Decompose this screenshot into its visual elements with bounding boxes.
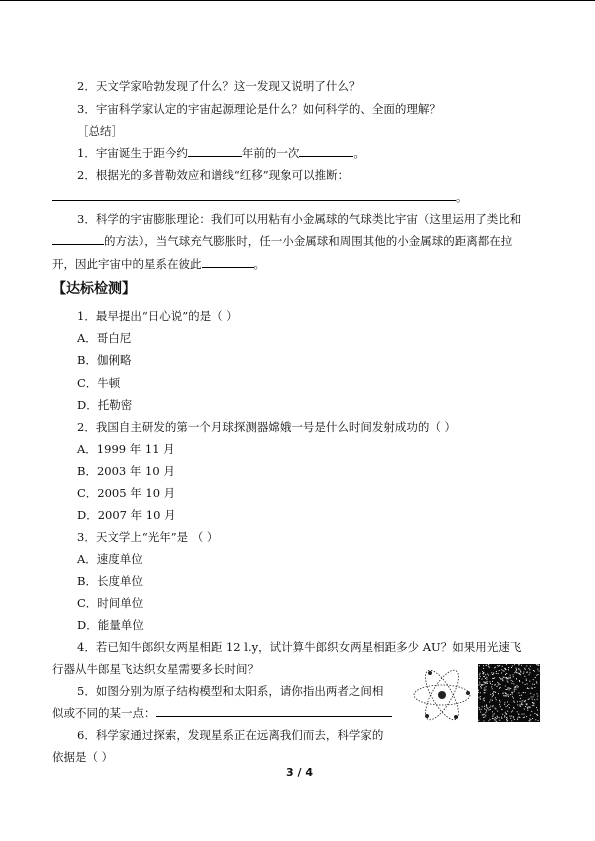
answer-blank[interactable] [188, 145, 242, 157]
summary-3-line-2-text: 的方法），当气球充气膨胀时，任一小金属球和周围其他的小金属球的距离都在拉 [104, 234, 513, 248]
summary-2-end: 。 [456, 190, 468, 204]
question-3-option-d[interactable]: D．能量单位 [77, 618, 144, 632]
summary-label: ［总结］ [77, 124, 123, 138]
question-3-stem: 3．天文学上“光年”是 （ ） [77, 530, 219, 544]
solar-system-noise [478, 664, 540, 722]
summary-1-text-a: 1．宇宙诞生于距今约 [77, 146, 188, 160]
section-title: 【达标检测】 [52, 281, 136, 297]
answer-blank[interactable] [202, 256, 254, 268]
answer-blank[interactable] [52, 233, 104, 245]
question-1-option-a[interactable]: A．哥白尼 [77, 331, 132, 345]
question-1-option-b[interactable]: B．伽俐略 [77, 353, 132, 367]
question-2-option-a[interactable]: A．1999 年 11 月 [77, 442, 175, 456]
answer-blank[interactable] [52, 189, 456, 201]
question-5-line-2-text: 似或不同的某一点： [52, 706, 156, 720]
question-6-line-1: 6．科学家通过探索，发现星系正在远离我们而去，科学家的 [77, 728, 384, 742]
question-4-line-2: 行器从牛郎星飞达织女星需要多长时间？ [52, 662, 259, 676]
question-1-option-c[interactable]: C．牛顿 [77, 376, 121, 390]
answer-blank[interactable] [156, 705, 392, 717]
intro-question-2: 2．天文学家哈勃发现了什么？这一发现又说明了什么？ [77, 79, 361, 93]
summary-3-line-3-text-a: 开，因此宇宙中的星系在彼此 [52, 257, 202, 271]
question-4-line-1: 4．若已知牛郎织女两星相距 12 l.y，试计算牛郎织女两星相距多少 AU？如果用光速飞 [77, 640, 522, 654]
question-2-option-d[interactable]: D．2007 年 10 月 [77, 508, 176, 522]
summary-1-text-b: 年前的一次 [241, 146, 300, 160]
question-6-line-2: 依据是（ ） [52, 750, 114, 764]
question-1-option-d[interactable]: D．托勒密 [77, 398, 133, 412]
summary-item-3-line-2 [52, 233, 512, 249]
summary-item-1 [77, 145, 365, 161]
page-number: 3 / 4 [286, 766, 313, 779]
question-1-stem: 1．最早提出“日心说”的是（ ） [77, 309, 238, 323]
summary-item-3-line-3 [52, 256, 265, 272]
summary-1-text-c: 。 [353, 146, 365, 160]
question-3-option-b[interactable]: B．长度单位 [77, 574, 143, 588]
question-2-option-c[interactable]: C．2005 年 10 月 [77, 486, 176, 500]
question-2-option-b[interactable]: B．2003 年 10 月 [77, 464, 175, 478]
summary-item-3-line-1: 3．科学的宇宙膨胀理论：我们可以用粘有小金属球的气球类比宇宙（这里运用了类比和 [77, 212, 522, 226]
summary-item-2-answer [52, 189, 468, 205]
question-3-option-a[interactable]: A．速度单位 [77, 552, 143, 566]
question-5-line-2 [52, 705, 392, 721]
question-5-line-1: 5．如图分别为原子结构模型和太阳系，请你指出两者之间相 [77, 684, 384, 698]
intro-question-3: 3．宇宙科学家认定的宇宙起源理论是什么？如何科学的、全面的理解？ [77, 102, 441, 116]
summary-3-line-3-text-b: 。 [253, 257, 265, 271]
answer-blank[interactable] [299, 145, 353, 157]
question-3-option-c[interactable]: C．时间单位 [77, 596, 144, 610]
summary-item-2: 2．根据光的多普勒效应和谱线“红移”现象可以推断： [77, 168, 350, 182]
atom-model-icon [410, 664, 474, 726]
solar-system-icon [478, 664, 540, 722]
question-2-stem: 2．我国自主研发的第一个月球探测器嫦娥一号是什么时间发射成功的（ ） [77, 420, 456, 434]
